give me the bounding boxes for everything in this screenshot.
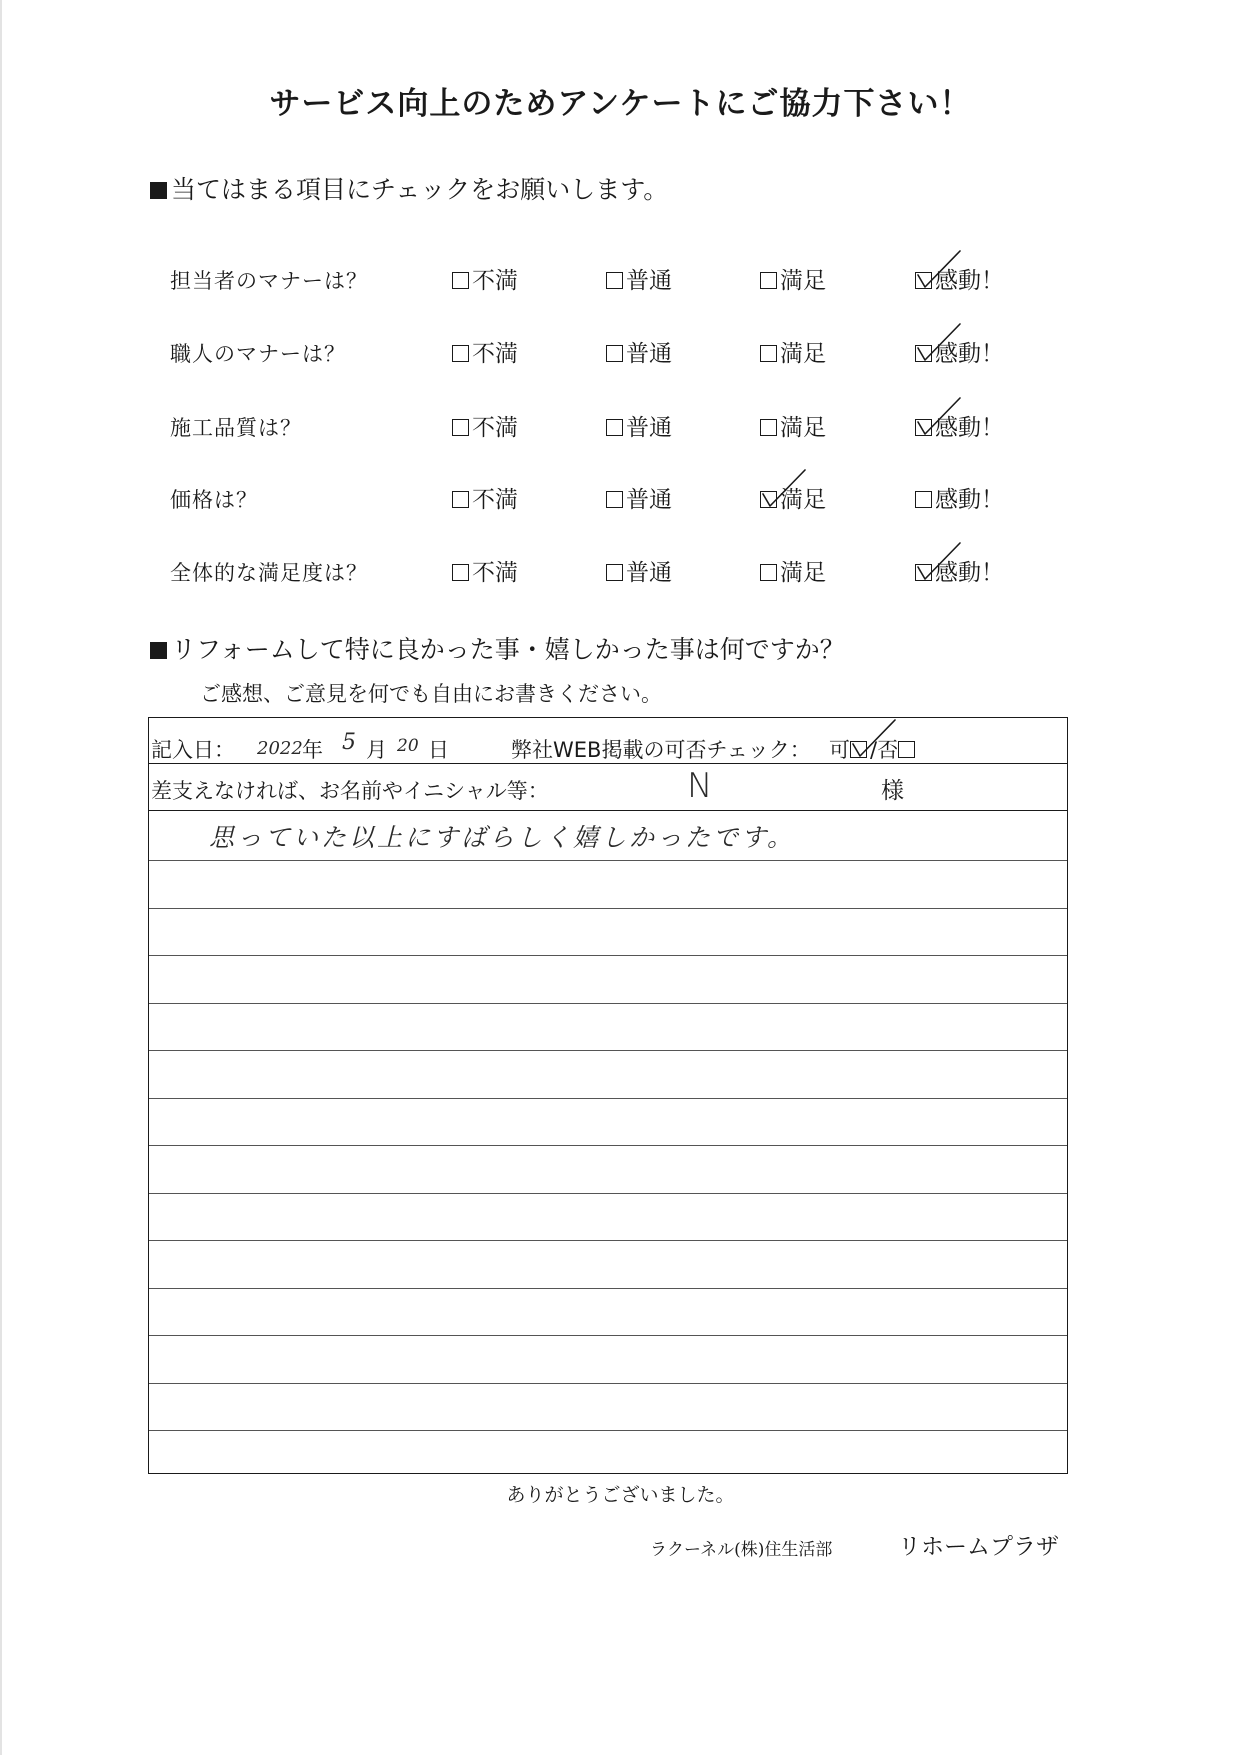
question-label: 職人のマナーは？ — [170, 342, 346, 366]
rating-option[interactable] — [915, 481, 1004, 514]
rating-option-label: 不満 — [472, 341, 518, 367]
rating-option-label: 感動！ — [935, 415, 1004, 441]
ruled-line — [149, 1383, 1067, 1384]
rating-option[interactable] — [606, 409, 672, 442]
checked-checkbox[interactable] — [915, 272, 932, 289]
rating-option-label: 満足 — [780, 415, 826, 441]
square-bullet-icon — [150, 642, 167, 659]
rating-option[interactable] — [452, 262, 518, 295]
web-yes-checkbox[interactable] — [850, 741, 867, 758]
ruled-line — [149, 908, 1067, 909]
rating-option[interactable] — [915, 554, 1004, 587]
web-consent-label: 弊社WEB掲載の可否チェック： — [511, 738, 811, 762]
date-day[interactable]: 20 — [397, 736, 419, 756]
check-mark-icon — [916, 322, 962, 366]
web-no-checkbox[interactable] — [898, 741, 915, 758]
date-year-unit: 年 — [302, 738, 323, 762]
date-day-unit: 日 — [428, 738, 449, 762]
rating-option[interactable] — [606, 481, 672, 514]
comment-text[interactable]: 思っていた以上にすばらしく嬉しかったです。 — [209, 823, 796, 852]
rating-option-label: 不満 — [472, 560, 518, 586]
ruled-line — [149, 1145, 1067, 1146]
rating-option-label: 満足 — [780, 487, 826, 513]
rating-option[interactable] — [452, 335, 518, 368]
rating-option-label: 不満 — [472, 487, 518, 513]
web-sep: / — [870, 738, 878, 762]
rating-option[interactable] — [606, 262, 672, 295]
ruled-line — [149, 1240, 1067, 1241]
checkbox[interactable] — [606, 564, 623, 581]
checkbox[interactable] — [606, 491, 623, 508]
date-month-unit: 月 — [366, 738, 387, 762]
checkbox[interactable] — [606, 419, 623, 436]
checkbox[interactable] — [760, 419, 777, 436]
checkbox[interactable] — [606, 345, 623, 362]
check-mark-icon — [851, 718, 897, 762]
rating-option[interactable] — [606, 335, 672, 368]
checked-checkbox[interactable] — [915, 564, 932, 581]
question-label: 担当者のマナーは？ — [170, 269, 368, 293]
rating-option-label: 不満 — [472, 415, 518, 441]
name-value[interactable]: N — [687, 766, 713, 806]
rating-option-label: 感動！ — [935, 487, 1004, 513]
rating-option[interactable] — [915, 409, 1004, 442]
square-bullet-icon — [150, 182, 167, 199]
check-mark-icon — [916, 249, 962, 293]
rating-option[interactable] — [452, 554, 518, 587]
rating-option-label: 感動！ — [935, 341, 1004, 367]
form-divider — [149, 810, 1067, 811]
date-label: 記入日： — [151, 738, 235, 762]
checkbox[interactable] — [452, 419, 469, 436]
ruled-line — [149, 1003, 1067, 1004]
name-suffix: 様 — [881, 778, 904, 804]
ruled-line — [149, 955, 1067, 956]
ruled-line — [149, 1288, 1067, 1289]
rating-option-label: 普通 — [626, 341, 672, 367]
web-consent-options — [829, 734, 918, 764]
rating-option[interactable] — [915, 262, 1004, 295]
ruled-line — [149, 860, 1067, 861]
rating-option[interactable] — [915, 335, 1004, 368]
checkbox[interactable] — [760, 345, 777, 362]
footer-company: ラクーネル(株)住生活部 — [650, 1540, 833, 1560]
web-yes-label: 可 — [829, 738, 850, 762]
rating-option-label: 普通 — [626, 487, 672, 513]
checkbox[interactable] — [760, 272, 777, 289]
section2-subtext: ご感想、ご意見を何でも自由にお書きください。 — [200, 682, 662, 706]
date-month[interactable]: 5 — [342, 730, 356, 755]
checkbox[interactable] — [452, 564, 469, 581]
rating-option[interactable] — [760, 335, 826, 368]
ruled-line — [149, 1050, 1067, 1051]
check-mark-icon — [916, 396, 962, 440]
form-divider — [149, 763, 1067, 764]
rating-option-label: 不満 — [472, 268, 518, 294]
rating-option-label: 普通 — [626, 268, 672, 294]
name-label: 差支えなければ、お名前やイニシャル等： — [151, 779, 549, 803]
checked-checkbox[interactable] — [915, 419, 932, 436]
rating-option-label: 満足 — [780, 268, 826, 294]
check-mark-icon — [761, 468, 807, 512]
date-year[interactable]: 2022 — [257, 738, 303, 759]
rating-option-label: 満足 — [780, 341, 826, 367]
checked-checkbox[interactable] — [915, 345, 932, 362]
ruled-line — [149, 1193, 1067, 1194]
ruled-line — [149, 1098, 1067, 1099]
rating-option[interactable] — [760, 409, 826, 442]
checkbox[interactable] — [452, 491, 469, 508]
rating-option-label: 感動！ — [935, 268, 1004, 294]
ruled-line — [149, 1335, 1067, 1336]
rating-option[interactable] — [452, 481, 518, 514]
checkbox[interactable] — [452, 272, 469, 289]
rating-option[interactable] — [452, 409, 518, 442]
rating-option[interactable] — [760, 554, 826, 587]
question-label: 施工品質は？ — [170, 416, 302, 440]
rating-option-label: 普通 — [626, 415, 672, 441]
footer-brand: リホームプラザ — [898, 1534, 1059, 1560]
section2-heading — [150, 630, 845, 666]
section2-heading-text: リフォームして特に良かった事・嬉しかった事は何ですか？ — [171, 635, 845, 664]
rating-option[interactable] — [760, 481, 826, 514]
page-title: サービス向上のためアンケートにご協力下さい！ — [269, 86, 972, 122]
checked-checkbox[interactable] — [760, 491, 777, 508]
section1-heading — [150, 170, 668, 206]
web-no-label: 否 — [877, 738, 899, 762]
question-label: 価格は？ — [170, 488, 258, 512]
section1-heading-text: 当てはまる項目にチェックをお願いします。 — [171, 175, 669, 204]
checkbox[interactable] — [452, 345, 469, 362]
check-mark-icon — [916, 541, 962, 585]
thanks-text: ありがとうございました。 — [506, 1484, 735, 1506]
rating-option[interactable] — [606, 554, 672, 587]
rating-option-label: 感動！ — [935, 560, 1004, 586]
rating-option[interactable] — [760, 262, 826, 295]
question-label: 全体的な満足度は？ — [170, 561, 368, 585]
rating-option-label: 普通 — [626, 560, 672, 586]
checkbox[interactable] — [606, 272, 623, 289]
ruled-line — [149, 1430, 1067, 1431]
rating-option-label: 満足 — [780, 560, 826, 586]
checkbox[interactable] — [760, 564, 777, 581]
checkbox[interactable] — [915, 491, 932, 508]
comment-form — [148, 717, 1068, 1474]
